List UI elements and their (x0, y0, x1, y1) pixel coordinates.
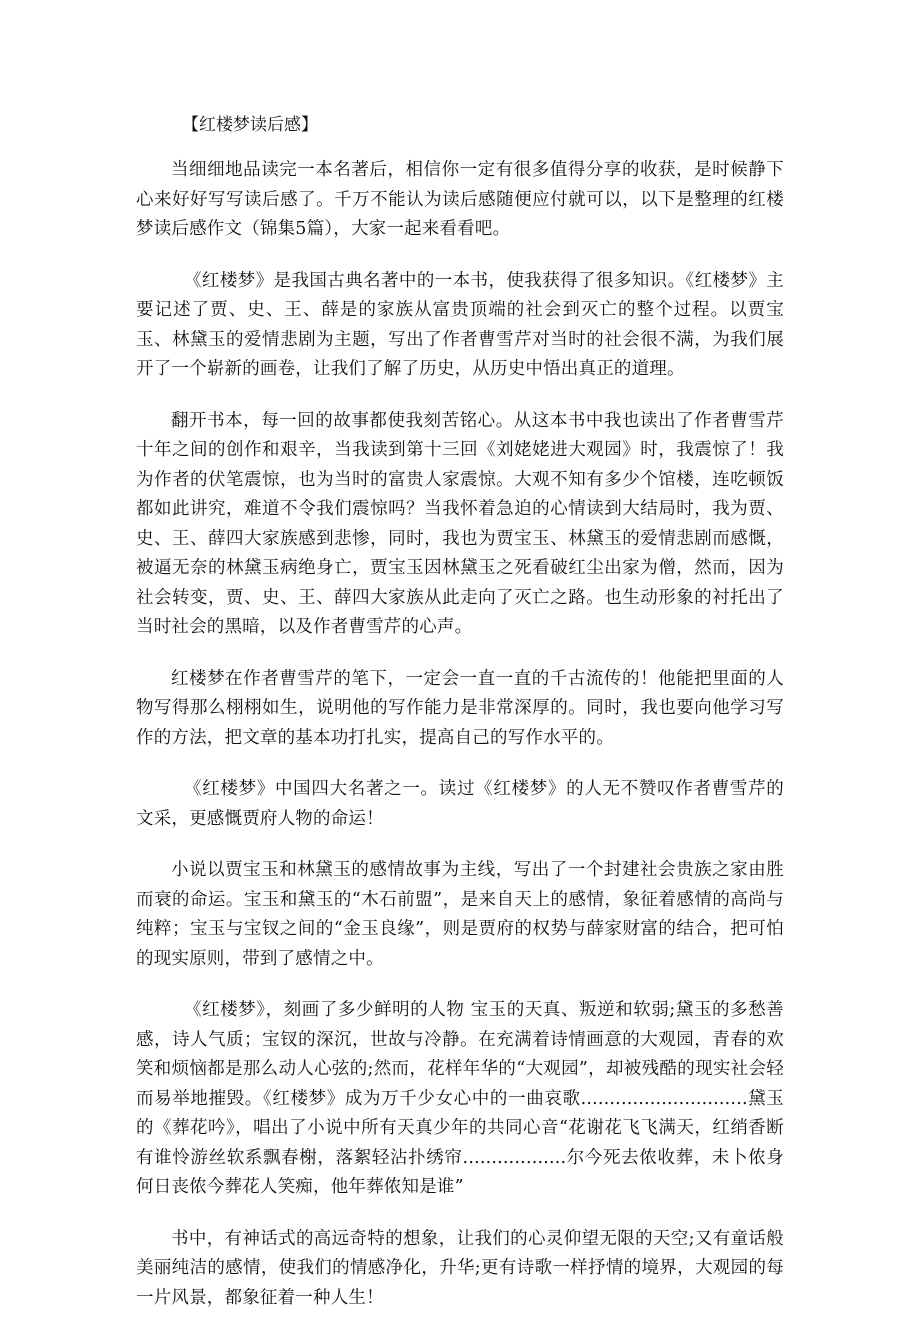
paragraph: 书中，有神话式的高远奇特的想象，让我们的心灵仰望无限的天空;又有童话般美丽纯洁的感情，使我们的情感净化，升华;更有诗歌一样抒情的境界，大观园的每一片风景，都象征着一种人生！ (136, 1228, 784, 1308)
paragraph: 《红楼梦》，刻画了多少鲜明的人物 宝玉的天真、叛逆和软弱;黛玉的多愁善感，诗人气质；宝钗的深沉，世故与冷静。在充满着诗情画意的大观园，青春的欢笑和烦恼都是那么动人心弦的;然而，花样年华的“大观园”，却被残酷的现实社会轻而易举地摧毁。《红楼梦》成为万千少女心中的一曲哀歌.............................黛玉的《葬花吟》，唱出了小说中所有天真少年的共同心音“花谢花飞飞满天，红绡香断有谁怜游丝软系飘春榭，落絮轻沾扑绣帘..................尔今死去侬收葬，未卜侬身何日丧侬今葬花人笑痴，他年葬侬知是谁” (136, 1000, 784, 1197)
paragraph: 红楼梦在作者曹雪芹的笔下，一定会一直一直的千古流传的！他能把里面的人物写得那么栩栩如生，说明他的写作能力是非常深厚的。同时，我也要向他学习写作的方法，把文章的基本功打扎实，提高自己的写作水平的。 (136, 668, 784, 748)
paragraph: 翻开书本，每一回的故事都使我刻苦铭心。从这本书中我也读出了作者曹雪芹十年之间的创作和艰辛，当我读到第十三回《刘姥姥进大观园》时，我震惊了！我为作者的伏笔震惊，也为当时的富贵人家震惊。大观不知有多少个馆楼，连吃顿饭都如此讲究，难道不令我们震惊吗？当我怀着急迫的心情读到大结局时，我为贾、史、王、薛四大家族感到悲惨，同时，我也为贾宝玉、林黛玉的爱情悲剧而感慨，被逼无奈的林黛玉病绝身亡，贾宝玉因林黛玉之死看破红尘出家为僧，然而，因为社会转变，贾、史、王、薛四大家族从此走向了灭亡之路。也生动形象的衬托出了当时社会的黑暗，以及作者曹雪芹的心声。 (136, 410, 784, 637)
paragraph-intro: 当细细地品读完一本名著后，相信你一定有很多值得分享的收获，是时候静下心来好好写写读后感了。千万不能认为读后感随便应付就可以，以下是整理的红楼梦读后感作文（锦集5篇），大家一起来看看吧。 (136, 160, 784, 239)
paragraph: 小说以贾宝玉和林黛玉的感情故事为主线，写出了一个封建社会贵族之家由胜而衰的命运。宝玉和黛玉的“木石前盟”，是来自天上的感情，象征着感情的高尚与纯粹；宝玉与宝钗之间的“金玉良缘”，则是贾府的权势与薛家财富的结合，把可怕的现实原则，带到了感情之中。 (136, 860, 784, 969)
paragraph: 《红楼梦》是我国古典名著中的一本书，使我获得了很多知识。《红楼梦》主要记述了贾、史、王、薛是的家族从富贵顶端的社会到灭亡的整个过程。以贾宝玉、林黛玉的爱情悲剧为主题，写出了作者曹雪芹对当时的社会很不满，为我们展开了一个崭新的画卷，让我们了解了历史，从历史中悟出真正的道理。 (136, 270, 784, 379)
document-title: 【红楼梦读后感】 (182, 115, 318, 135)
paragraph: 《红楼梦》中国四大名著之一。读过《红楼梦》的人无不赞叹作者曹雪芹的文采，更感慨贾府人物的命运！ (136, 779, 784, 829)
document-page (136, 112, 784, 1335)
